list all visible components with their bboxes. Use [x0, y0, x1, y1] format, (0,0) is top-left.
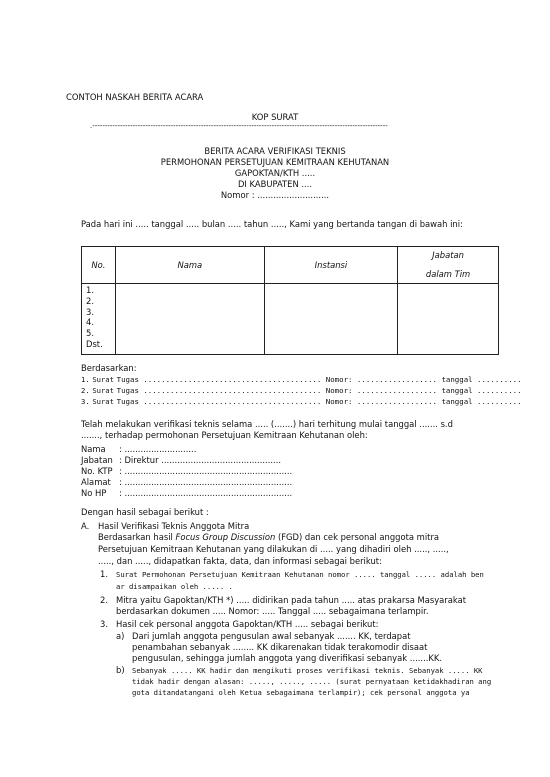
section-a-p1	[98, 532, 502, 543]
section-a-p3: ....., dan ....., didapatkan fakta, data, dan informasi sebagai berikut:	[98, 556, 382, 566]
item-2-line-1: Mitra yaitu Gapoktan/KTH *) ..... didirikan pada tahun ..... atas prakarsa Masyarakat	[116, 595, 467, 605]
surat-label: Surat	[92, 386, 114, 395]
item-3-line-1: Hasil cek personal anggota Gapoktan/KTH ..... sebagai berikut:	[116, 619, 379, 629]
hasil-intro: Dengan hasil sebagai berikut :	[81, 507, 209, 517]
title-line-3: GAPOKTAN/KTH .....	[234, 168, 316, 178]
surat-num: 2.	[81, 386, 90, 395]
cell-numbers	[82, 284, 116, 355]
identity-row	[81, 466, 511, 477]
row-number: 4.	[86, 317, 94, 328]
col-instansi: Instansi	[264, 247, 397, 284]
surat-item	[81, 385, 522, 396]
surat-tail: Tugas ........................................ Nomor: .................. tanggal ..........	[116, 386, 522, 395]
row-number: 1.	[86, 285, 94, 295]
identity-value: : ...............................................................	[119, 488, 293, 498]
item-num: 1.	[100, 569, 108, 579]
col-no: No.	[82, 247, 116, 284]
col-jabatan	[398, 247, 499, 284]
doc-heading: CONTOH NASKAH BERITA ACARA	[66, 92, 204, 102]
subitem-a-line-2: penambahan sebanyak ........ KK dikarenakan tidak terakomodir disaat	[132, 642, 428, 652]
item-1-line-2: ar disampaikan oleh ..... .	[116, 582, 233, 591]
p1-pre: Berdasarkan hasil	[98, 532, 176, 542]
section-a-title: Hasil Verifikasi Teknis Anggota Mitra	[98, 521, 250, 531]
subitem-a-line-1: Dari jumlah anggota pengusulan awal sebanyak ....... KK, terdapat	[132, 631, 411, 641]
surat-item	[81, 396, 522, 407]
identity-key: Nama	[81, 444, 106, 454]
subitem-b-line-3: gota ditandatangani oleh Ketua sebagaimana terlampir); cek personal anggota ya	[132, 688, 470, 697]
section-a-p2: Persetujuan Kemitraan Kehutanan yang dilakukan di ..... yang dihadiri oleh ....., .....,	[98, 544, 449, 554]
surat-num: 1.	[81, 375, 90, 384]
table-header-row	[82, 247, 499, 284]
subitem-num: a)	[116, 631, 125, 641]
title-line-4: DI KABUPATEN ....	[237, 179, 313, 189]
col-nama: Nama	[115, 247, 264, 284]
verif-line-2: ......., terhadap permohonan Persetujuan Kemitraan Kehutanan oleh:	[81, 430, 368, 440]
row-number: Dst.	[86, 338, 103, 349]
subitem-b-line-1: Sebanyak ..... KK hadir dan mengikuti proses verifikasi teknis. Sebanyak ..... KK	[132, 666, 483, 675]
team-table	[81, 246, 499, 355]
identity-row	[81, 444, 511, 455]
kop-surat: KOP SURAT	[251, 112, 299, 122]
cell-nama	[115, 284, 264, 355]
title-line-2: PERMOHONAN PERSETUJUAN KEMITRAAN KEHUTANAN	[160, 157, 390, 167]
cell-jabatan	[398, 284, 499, 355]
identity-row	[81, 455, 511, 466]
title-line-5: Nomor : ...........................	[220, 190, 330, 200]
surat-label: Surat	[92, 375, 114, 384]
cell-instansi	[264, 284, 397, 355]
identity-key: No HP	[81, 488, 107, 498]
berdasarkan-label: Berdasarkan:	[81, 363, 137, 373]
intro-paragraph: Pada hari ini ..... tanggal ..... bulan ..... tahun ....., Kami yang bertanda tangan di bawah ini:	[81, 219, 463, 229]
surat-tail: Tugas ........................................ Nomor: .................. tanggal ..........	[116, 397, 522, 406]
item-2-line-2: berdasarkan dokumen ..... Nomor: ..... Tanggal ..... sebagaimana terlampir.	[116, 606, 429, 616]
subitem-num: b)	[116, 665, 125, 675]
surat-label: Surat	[92, 397, 114, 406]
subitem-b-line-2: tidak hadir dengan alasan: ....., ....., ..... (surat pernyataan ketidakhadiran ang	[132, 677, 492, 686]
verif-line-1: Telah melakukan verifikasi teknis selama ..... (.......) hari terhitung mulai tanggal ....... s.d	[81, 419, 453, 429]
kop-separator: .---------------------------------------------------------------------------------------------------------------------	[90, 122, 388, 130]
identity-value: : ...........................	[119, 444, 197, 454]
identity-key: No. KTP	[81, 466, 113, 476]
table-row	[82, 284, 499, 355]
surat-item	[81, 374, 522, 385]
subitem-a-line-3: pengusulan, sehingga jumlah anggota yang diverifikasi sebanyak .......KK.	[132, 653, 443, 663]
identity-key: Alamat	[81, 477, 111, 487]
identity-row	[81, 488, 511, 499]
title-line-1: BERITA ACARA VERIFIKASI TEKNIS	[204, 146, 346, 156]
row-number: 3.	[86, 306, 94, 317]
col-jabatan-line1: Jabatan	[432, 250, 464, 261]
col-jabatan-line2: dalam Tim	[425, 269, 471, 279]
identity-value: : ...............................................................	[119, 466, 293, 476]
p1-italic: Focus Group Discussion	[175, 532, 276, 542]
row-number: 5.	[86, 328, 94, 338]
identity-value: : Direktur .............................................	[119, 455, 282, 465]
p1-post: (FGD) dan cek personal anggota mitra	[275, 532, 440, 542]
item-1-line-1: Surat Permohonan Persetujuan Kemitraan Kehutanan nomor ..... tanggal ..... adalah ben	[116, 570, 484, 579]
section-a-label: A.	[81, 521, 90, 531]
row-number: 2.	[86, 295, 94, 306]
identity-row	[81, 477, 511, 488]
identity-key: Jabatan	[81, 455, 113, 465]
item-num: 2.	[100, 595, 108, 605]
item-num: 3.	[100, 619, 108, 629]
surat-num: 3.	[81, 397, 90, 406]
surat-tail: Tugas ........................................ Nomor: .................. tanggal ..........	[116, 375, 522, 384]
identity-value: : ...............................................................	[119, 477, 293, 487]
